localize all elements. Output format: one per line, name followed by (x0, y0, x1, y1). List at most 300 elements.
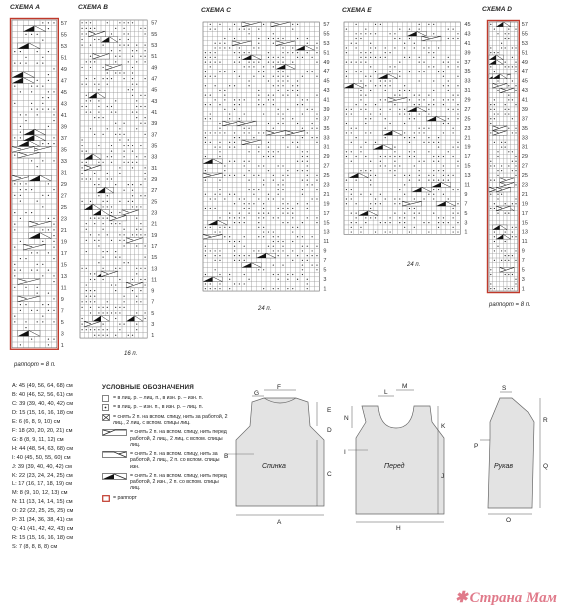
purl-dot (297, 170, 298, 171)
purl-dot (234, 85, 235, 86)
purl-dot (453, 38, 454, 39)
purl-dot (297, 161, 298, 162)
purl-dot (399, 90, 400, 91)
purl-dot (419, 57, 420, 58)
purl-dot (316, 255, 317, 256)
purl-dot (282, 198, 283, 199)
purl-dot (248, 180, 249, 181)
row-number: 17 (323, 210, 330, 217)
purl-dot (132, 78, 133, 79)
purl-dot (119, 22, 120, 23)
purl-dot (273, 217, 274, 218)
purl-dot (346, 28, 347, 29)
purl-dot (132, 56, 133, 57)
purl-dot (136, 329, 137, 330)
purl-dot (287, 146, 288, 147)
purl-dot (385, 156, 386, 157)
purl-dot (419, 28, 420, 29)
purl-dot (90, 178, 91, 179)
purl-dot (37, 51, 38, 52)
purl-dot (98, 245, 99, 246)
purl-dot (433, 66, 434, 67)
purl-dot (399, 28, 400, 29)
purl-dot (258, 222, 259, 223)
purl-dot (307, 170, 308, 171)
purl-dot (287, 52, 288, 53)
row-number: 7 (60, 308, 64, 315)
purl-dot (205, 156, 206, 157)
purl-dot (389, 33, 390, 34)
purl-dot (258, 28, 259, 29)
purl-dot (219, 146, 220, 147)
purl-dot (205, 250, 206, 251)
purl-dot (224, 95, 225, 96)
purl-dot (394, 38, 395, 39)
purl-dot (215, 43, 216, 44)
purl-dot (205, 255, 206, 256)
row-number: 21 (151, 221, 158, 228)
purl-dot (268, 213, 269, 214)
purl-dot (140, 279, 141, 280)
purl-dot (423, 161, 424, 162)
purl-dot (443, 132, 444, 133)
purl-dot (205, 71, 206, 72)
purl-dot (282, 62, 283, 63)
purl-dot (20, 114, 21, 115)
purl-dot (370, 76, 371, 77)
purl-dot (356, 156, 357, 157)
purl-dot (53, 143, 54, 144)
purl-dot (433, 52, 434, 53)
purl-dot (37, 34, 38, 35)
purl-dot (346, 52, 347, 53)
purl-dot (224, 175, 225, 176)
purl-dot (82, 201, 83, 202)
purl-dot (385, 165, 386, 166)
purl-dot (453, 109, 454, 110)
purl-dot (119, 45, 120, 46)
purl-dot (98, 117, 99, 118)
purl-dot (399, 165, 400, 166)
purl-dot (370, 52, 371, 53)
purl-dot (302, 151, 303, 152)
purl-dot (273, 236, 274, 237)
purl-dot (111, 206, 112, 207)
purl-dot (14, 264, 15, 265)
purl-dot (414, 43, 415, 44)
purl-dot (307, 71, 308, 72)
purl-dot (82, 268, 83, 269)
purl-dot (210, 104, 211, 105)
row-number: 1 (323, 286, 327, 293)
row-number: 35 (60, 147, 67, 154)
row-number: 19 (323, 201, 330, 208)
purl-dot (457, 104, 458, 105)
purl-dot (111, 106, 112, 107)
purl-dot (375, 71, 376, 72)
purl-dot (132, 67, 133, 68)
purl-dot (136, 156, 137, 157)
purl-dot (115, 257, 116, 258)
purl-dot (278, 57, 279, 58)
purl-dot (145, 178, 146, 179)
purl-dot (404, 109, 405, 110)
chart-title-d: СХЕМА D (482, 6, 512, 13)
purl-dot (103, 134, 104, 135)
purl-dot (370, 66, 371, 67)
purl-dot (258, 95, 259, 96)
purl-dot (20, 137, 21, 138)
purl-dot (215, 198, 216, 199)
purl-dot (82, 67, 83, 68)
purl-dot (258, 62, 259, 63)
purl-dot (278, 255, 279, 256)
purl-dot (453, 95, 454, 96)
purl-dot (219, 62, 220, 63)
purl-dot (86, 84, 87, 85)
row-number: 29 (60, 181, 67, 188)
purl-dot (224, 90, 225, 91)
purl-dot (219, 217, 220, 218)
purl-dot (419, 71, 420, 72)
purl-dot (307, 38, 308, 39)
purl-dot (389, 52, 390, 53)
purl-dot (111, 111, 112, 112)
purl-dot (268, 142, 269, 143)
purl-dot (31, 86, 32, 87)
purl-dot (234, 246, 235, 247)
purl-dot (111, 151, 112, 152)
purl-dot (132, 111, 133, 112)
purl-dot (219, 24, 220, 25)
purl-dot (124, 296, 125, 297)
purl-dot (443, 104, 444, 105)
purl-dot (82, 329, 83, 330)
purl-dot (244, 66, 245, 67)
purl-dot (394, 95, 395, 96)
purl-dot (90, 312, 91, 313)
purl-dot (132, 184, 133, 185)
purl-dot (239, 198, 240, 199)
purl-dot (385, 85, 386, 86)
purl-dot (115, 56, 116, 57)
purl-dot (107, 156, 108, 157)
purl-dot (389, 80, 390, 81)
chart-title-a: СХЕМА А (10, 4, 40, 11)
purl-dot (42, 321, 43, 322)
purl-dot (307, 132, 308, 133)
purl-dot (239, 137, 240, 138)
purl-dot (98, 329, 99, 330)
purl-dot (370, 175, 371, 176)
purl-dot (215, 76, 216, 77)
purl-dot (128, 139, 129, 140)
row-number: 27 (60, 193, 67, 200)
purl-dot (268, 156, 269, 157)
purl-dot (90, 307, 91, 308)
purl-dot (140, 56, 141, 57)
purl-dot (25, 189, 26, 190)
purl-dot (136, 324, 137, 325)
purl-dot (128, 184, 129, 185)
purl-dot (124, 229, 125, 230)
purl-dot (14, 103, 15, 104)
purl-dot (25, 57, 26, 58)
purl-dot (414, 137, 415, 138)
purl-dot (48, 339, 49, 340)
purl-dot (98, 111, 99, 112)
purl-dot (107, 78, 108, 79)
purl-dot (90, 279, 91, 280)
purl-dot (419, 175, 420, 176)
purl-dot (273, 57, 274, 58)
purl-dot (219, 180, 220, 181)
purl-dot (409, 113, 410, 114)
purl-dot (20, 183, 21, 184)
purl-dot (370, 90, 371, 91)
purl-dot (205, 57, 206, 58)
purl-dot (234, 255, 235, 256)
purl-dot (360, 62, 361, 63)
purl-dot (53, 68, 54, 69)
row-number: 51 (60, 55, 67, 62)
purl-dot (394, 33, 395, 34)
purl-dot (399, 76, 400, 77)
purl-dot (292, 52, 293, 53)
purl-dot (443, 76, 444, 77)
purl-dot (210, 250, 211, 251)
purl-dot (111, 178, 112, 179)
purl-dot (365, 104, 366, 105)
purl-dot (219, 156, 220, 157)
purl-dot (210, 95, 211, 96)
purl-dot (107, 195, 108, 196)
purl-dot (119, 324, 120, 325)
purl-dot (302, 269, 303, 270)
purl-dot (98, 240, 99, 241)
purl-dot (356, 128, 357, 129)
purl-dot (124, 72, 125, 73)
purl-dot (268, 80, 269, 81)
purl-dot (244, 128, 245, 129)
purl-dot (292, 24, 293, 25)
purl-dot (287, 90, 288, 91)
purl-dot (273, 180, 274, 181)
purl-dot (409, 90, 410, 91)
purl-dot (215, 85, 216, 86)
purl-dot (94, 117, 95, 118)
purl-dot (42, 304, 43, 305)
purl-dot (128, 145, 129, 146)
purl-dot (53, 241, 54, 242)
purl-dot (263, 180, 264, 181)
purl-dot (292, 227, 293, 228)
purl-dot (380, 24, 381, 25)
purl-dot (140, 268, 141, 269)
purl-dot (140, 145, 141, 146)
purl-dot (356, 62, 357, 63)
purl-dot (282, 165, 283, 166)
purl-dot (244, 99, 245, 100)
purl-dot (457, 146, 458, 147)
purl-dot (297, 255, 298, 256)
purl-dot (268, 231, 269, 232)
purl-dot (53, 160, 54, 161)
purl-dot (215, 132, 216, 133)
purl-dot (287, 222, 288, 223)
purl-dot (278, 194, 279, 195)
purl-dot (229, 279, 230, 280)
purl-dot (86, 290, 87, 291)
purl-dot (229, 161, 230, 162)
purl-dot (443, 85, 444, 86)
row-number: 19 (60, 239, 67, 246)
purl-dot (94, 61, 95, 62)
purl-dot (14, 183, 15, 184)
purl-dot (302, 104, 303, 105)
purl-dot (356, 24, 357, 25)
purl-dot (278, 189, 279, 190)
purl-dot (103, 229, 104, 230)
purl-dot (103, 268, 104, 269)
purl-dot (351, 62, 352, 63)
purl-dot (115, 335, 116, 336)
purl-dot (234, 146, 235, 147)
purl-dot (82, 28, 83, 29)
purl-dot (20, 241, 21, 242)
purl-dot (282, 47, 283, 48)
purl-dot (438, 142, 439, 143)
purl-dot (53, 189, 54, 190)
purl-dot (215, 208, 216, 209)
row-number: 55 (60, 32, 67, 39)
purl-dot (136, 312, 137, 313)
purl-dot (115, 28, 116, 29)
purl-dot (263, 132, 264, 133)
row-number: 3 (323, 276, 327, 283)
purl-dot (224, 47, 225, 48)
purl-dot (307, 255, 308, 256)
purl-dot (37, 321, 38, 322)
purl-dot (115, 111, 116, 112)
purl-dot (375, 142, 376, 143)
purl-dot (292, 62, 293, 63)
purl-dot (115, 72, 116, 73)
purl-dot (268, 52, 269, 53)
purl-dot (94, 279, 95, 280)
purl-dot (273, 175, 274, 176)
purl-dot (287, 274, 288, 275)
purl-dot (205, 52, 206, 53)
purl-dot (273, 38, 274, 39)
purl-dot (278, 123, 279, 124)
purl-dot (433, 80, 434, 81)
purl-dot (414, 104, 415, 105)
purl-dot (210, 76, 211, 77)
purl-dot (239, 222, 240, 223)
purl-dot (282, 38, 283, 39)
purl-dot (94, 240, 95, 241)
purl-dot (302, 194, 303, 195)
purl-dot (124, 162, 125, 163)
purl-dot (48, 22, 49, 23)
purl-dot (263, 71, 264, 72)
purl-dot (48, 80, 49, 81)
purl-dot (239, 118, 240, 119)
purl-dot (119, 312, 120, 313)
purl-dot (31, 103, 32, 104)
purl-dot (282, 222, 283, 223)
purl-dot (98, 307, 99, 308)
purl-dot (263, 213, 264, 214)
row-number: 31 (60, 170, 67, 177)
purl-dot (307, 260, 308, 261)
purl-dot (448, 175, 449, 176)
purl-dot (234, 250, 235, 251)
purl-dot (457, 85, 458, 86)
purl-dot (248, 128, 249, 129)
purl-dot (145, 95, 146, 96)
purl-dot (419, 24, 420, 25)
purl-dot (263, 288, 264, 289)
purl-dot (409, 137, 410, 138)
purl-dot (234, 241, 235, 242)
purl-dot (103, 45, 104, 46)
purl-dot (423, 142, 424, 143)
purl-dot (404, 113, 405, 114)
purl-dot (419, 80, 420, 81)
purl-dot (94, 329, 95, 330)
purl-dot (53, 229, 54, 230)
purl-dot (419, 62, 420, 63)
purl-dot (107, 335, 108, 336)
purl-dot (82, 39, 83, 40)
purl-dot (103, 206, 104, 207)
purl-dot (244, 132, 245, 133)
purl-dot (103, 201, 104, 202)
purl-dot (90, 217, 91, 218)
purl-dot (215, 288, 216, 289)
purl-dot (312, 250, 313, 251)
purl-dot (273, 76, 274, 77)
purl-dot (229, 142, 230, 143)
purl-dot (94, 223, 95, 224)
purl-dot (248, 85, 249, 86)
purl-dot (258, 175, 259, 176)
purl-dot (248, 203, 249, 204)
purl-dot (360, 52, 361, 53)
purl-dot (297, 24, 298, 25)
purl-dot (253, 66, 254, 67)
purl-dot (365, 142, 366, 143)
row-number: 13 (151, 266, 158, 273)
purl-dot (443, 99, 444, 100)
purl-dot (205, 85, 206, 86)
purl-dot (90, 67, 91, 68)
purl-dot (136, 61, 137, 62)
purl-dot (82, 318, 83, 319)
purl-dot (37, 293, 38, 294)
purl-dot (443, 123, 444, 124)
purl-dot (443, 62, 444, 63)
purl-dot (316, 62, 317, 63)
purl-dot (115, 307, 116, 308)
row-number: 17 (60, 250, 67, 257)
purl-dot (365, 85, 366, 86)
row-number: 55 (323, 31, 330, 38)
purl-dot (25, 63, 26, 64)
purl-dot (316, 189, 317, 190)
